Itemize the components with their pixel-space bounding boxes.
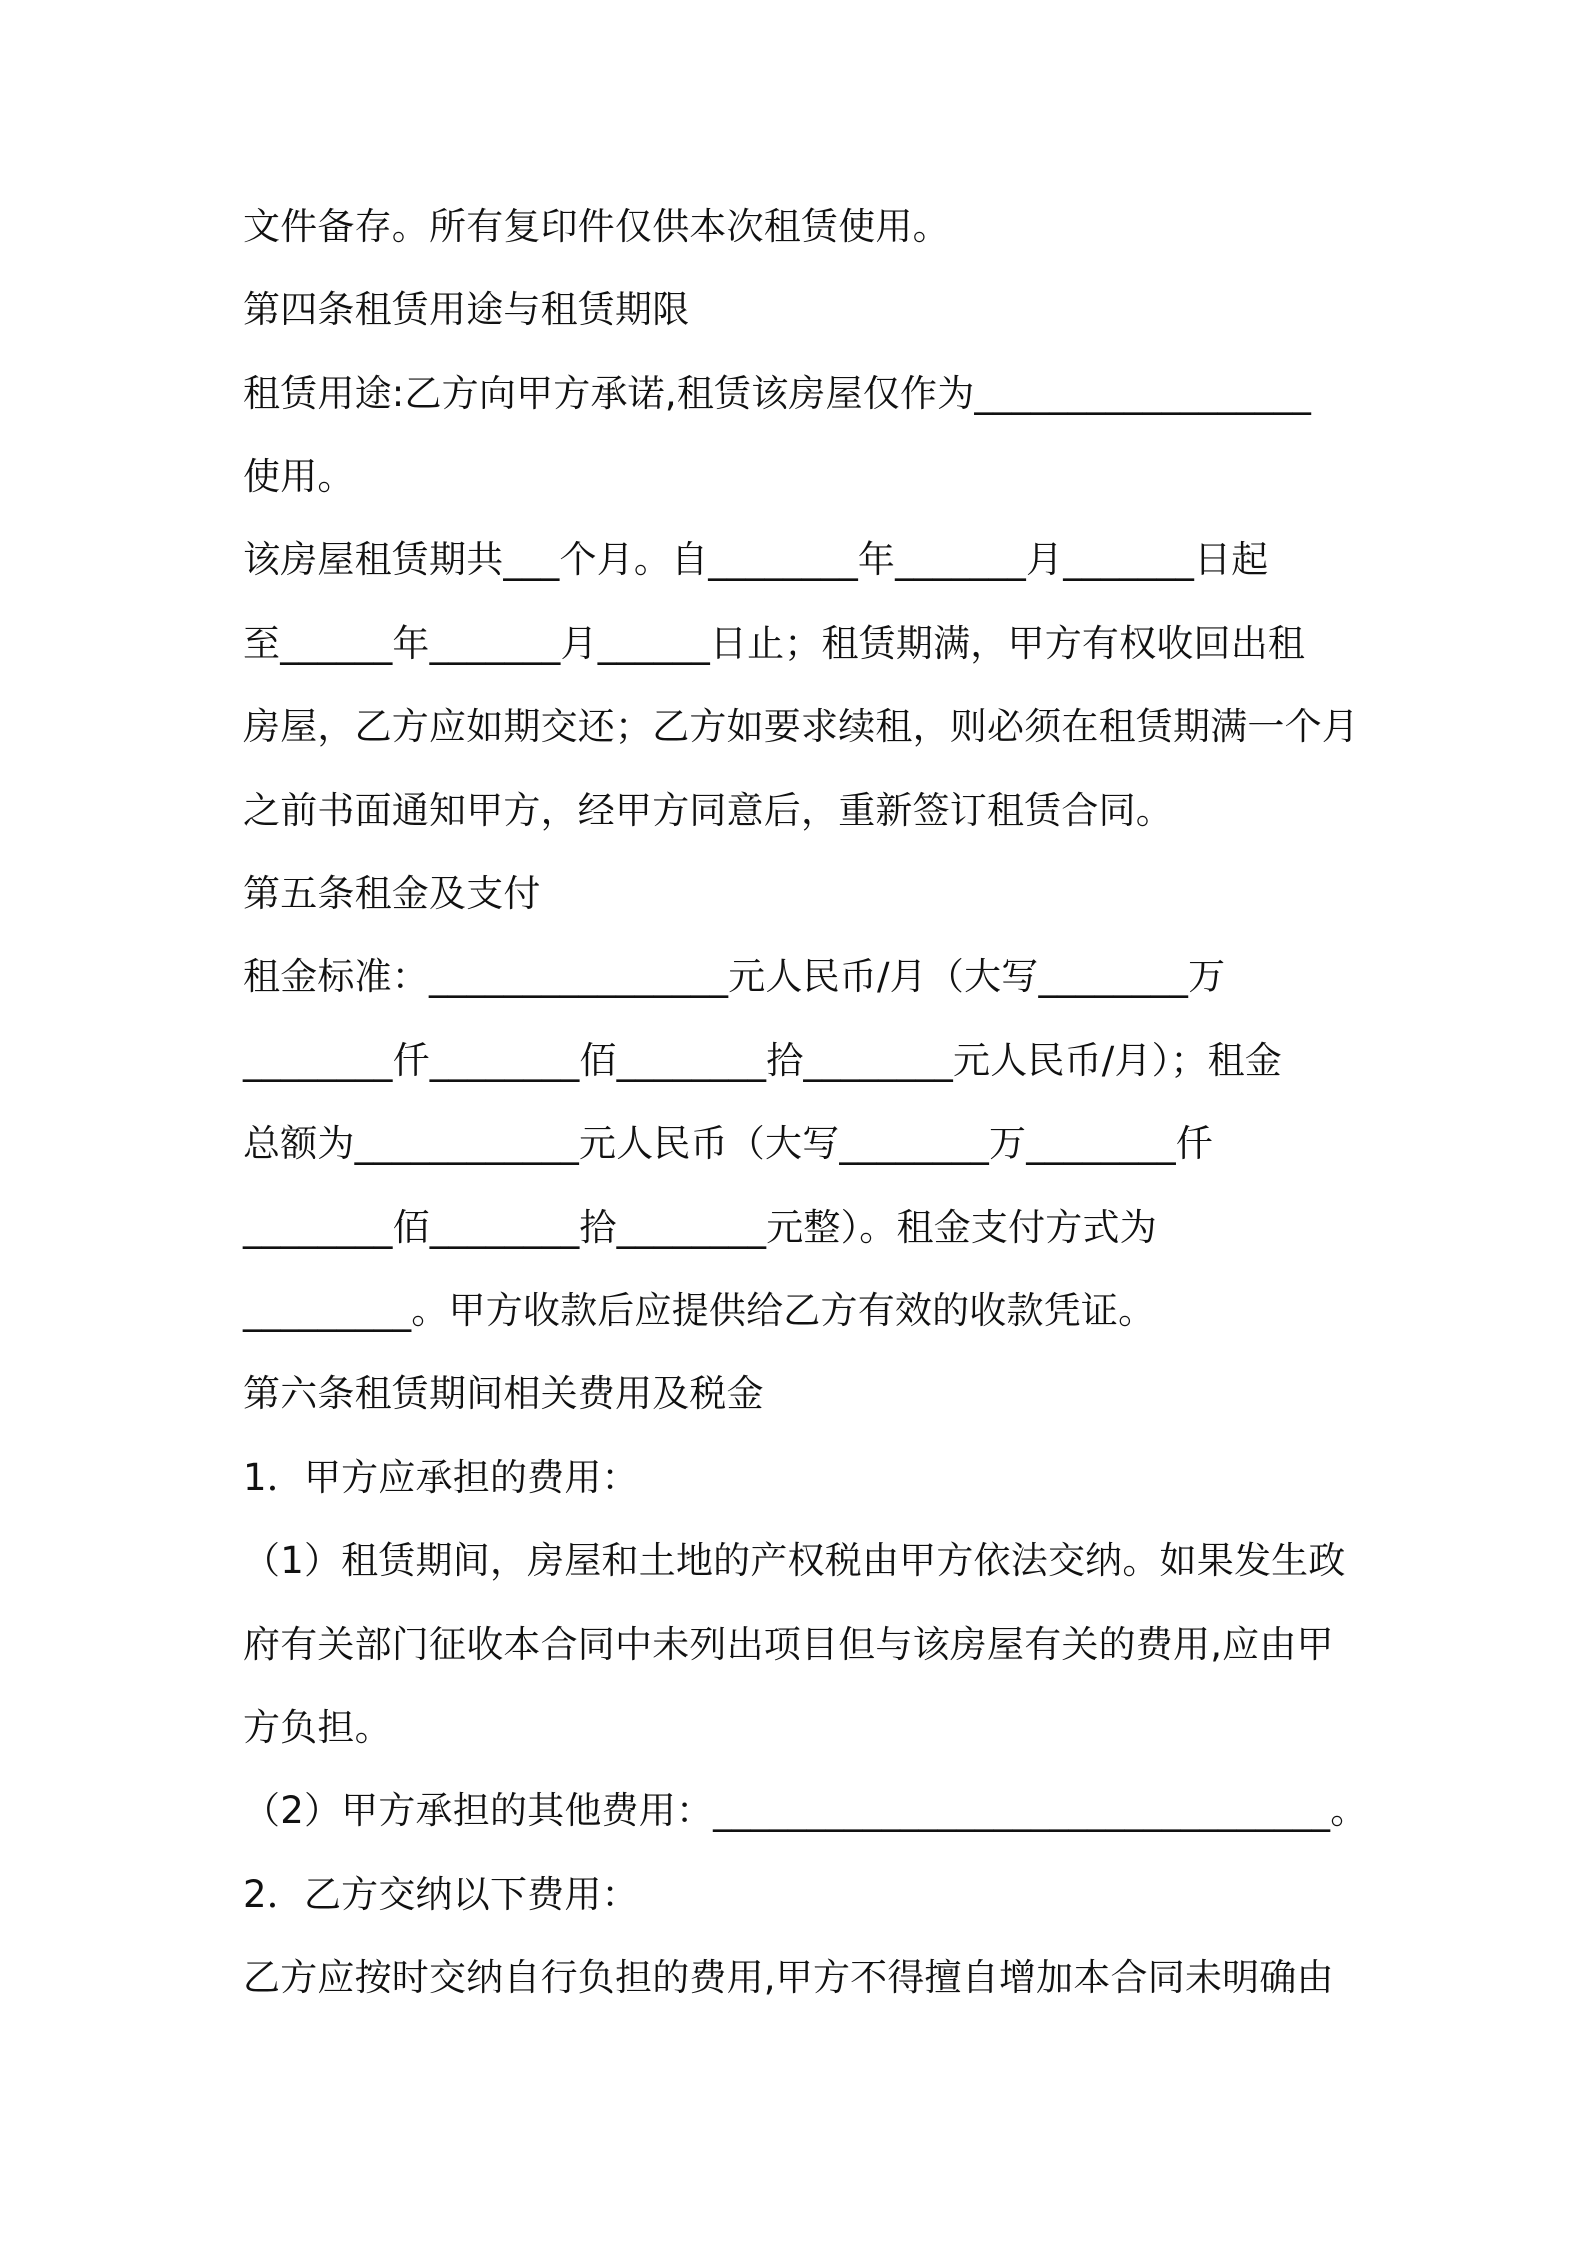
text-line: 该房屋租赁期共___个月。自________年_______月_______日起 — [243, 538, 1269, 581]
text-line: 乙方应按时交纳自行负担的费用,甲方不得擅自增加本合同未明确由 — [243, 1956, 1334, 1999]
list-item: 1．甲方应承担的费用： — [243, 1456, 639, 1499]
text-line: 使用。 — [243, 455, 355, 498]
text-line: （1）租赁期间，房屋和土地的产权税由甲方依法交纳。如果发生政 — [243, 1539, 1346, 1582]
text-line: 方负担。 — [243, 1706, 392, 1749]
text-line: ________佰________拾________元整）。租金支付方式为 — [243, 1206, 1157, 1249]
text-line: 房屋，乙方应如期交还；乙方如要求续租，则必须在租赁期满一个月 — [243, 705, 1359, 748]
text-line: 租赁用途:乙方向甲方承诺,租赁该房屋仅作为__________________ — [243, 372, 1312, 415]
text-line: 租金标准：________________元人民币/月（大写________万 — [243, 955, 1226, 998]
text-line: 总额为____________元人民币（大写________万________仟 — [243, 1122, 1213, 1165]
text-line: 文件备存。所有复印件仅供本次租赁使用。 — [243, 205, 950, 248]
section-heading: 第四条租赁用途与租赁期限 — [243, 288, 690, 331]
section-heading: 第五条租金及支付 — [243, 872, 541, 915]
text-line: 至______年_______月______日止；租赁期满，甲方有权收回出租 — [243, 622, 1306, 665]
text-line: _________。甲方收款后应提供给乙方有效的收款凭证。 — [243, 1289, 1156, 1332]
text-line: （2）甲方承担的其他费用：_________________________________。 — [243, 1789, 1368, 1832]
text-line: 之前书面通知甲方，经甲方同意后，重新签订租赁合同。 — [243, 789, 1173, 832]
text-line: ________仟________佰________拾________元人民币/月）；租金 — [243, 1039, 1282, 1082]
section-heading: 第六条租赁期间相关费用及税金 — [243, 1372, 764, 1415]
list-item: 2．乙方交纳以下费用： — [243, 1873, 639, 1916]
text-line: 府有关部门征收本合同中未列出项目但与该房屋有关的费用,应由甲 — [243, 1623, 1334, 1666]
